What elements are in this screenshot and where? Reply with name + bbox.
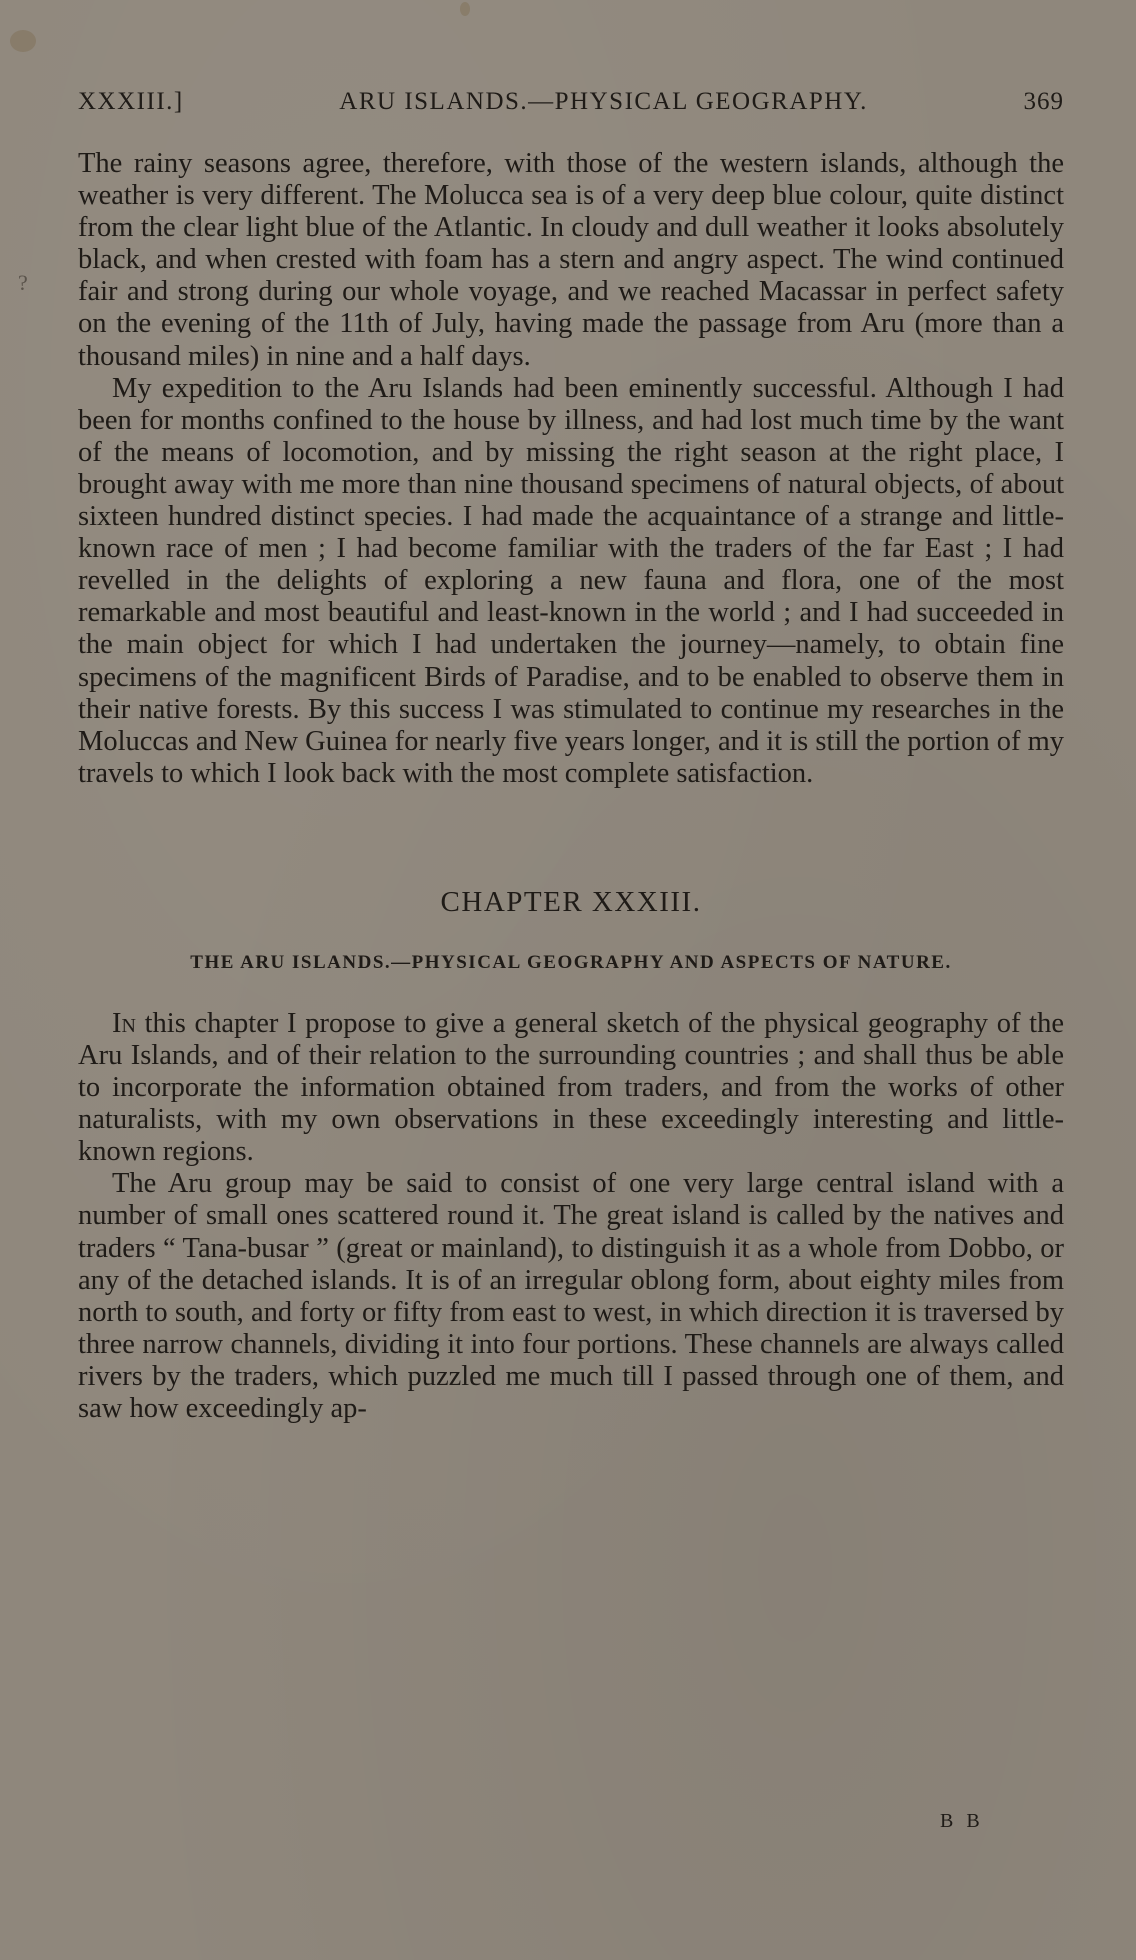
header-section-number: XXXIII.] [78,88,184,115]
printer-signature-mark: B B [940,1810,984,1832]
chapter-subheading: THE ARU ISLANDS.—PHYSICAL GEOGRAPHY AND ASPECTS OF NATURE. [190,951,952,973]
paragraph: The rainy seasons agree, therefore, with those of the western islands, although the weather is very different. The Molucca sea is of a very deep blue colour, quite distinct from the clear light blue of the Atlantic. In cloudy and dull weather it looks absolutely black, and when crested with foam has a stern and angry aspect. The wind continued fair and strong during our whole voyage, and we reached Macassar in perfect safety on the evening of the 11th of July, having made the passage from Aru (more than a thousand miles) in nine and a half days. [78,148,1064,372]
paper-stain [10,30,36,52]
paragraph-text: this chapter I propose to give a general sketch of the physical geography of the Aru Islands, and of their relation to the surrounding countries ; and shall thus be able to incorporate the information obtained from traders, and from the works of other naturalists, with my own observations in these exceedingly interesting and little-known regions. [78,1007,1064,1168]
paragraph: My expedition to the Aru Islands had been eminently successful. Although I had been for months confined to the house by illness, and had lost much time by the want of the means of locomotion, and by missing the right season at the right place, I brought away with me more than nine thousand specimens of natural objects, of about sixteen hundred distinct species. I had made the acquaintance of a strange and little-known race of men ; I had become familiar with the traders of the far East ; I had revelled in the delights of exploring a new fauna and flora, one of the most remarkable and most beautiful and least-known in the world ; and I had succeeded in the main object for which I had undertaken the journey—namely, to obtain fine specimens of the magnificent Birds of Paradise, and to be enabled to observe them in their native forests. By this success I was stimulated to continue my researches in the Moluccas and New Guinea for nearly five years longer, and it is still the portion of my travels to which I look back with the most complete satisfaction. [78,372,1064,789]
book-page [78,88,1064,1425]
margin-annotation: ? [18,270,28,295]
paragraph [78,1008,1064,1168]
paper-stain [460,2,470,16]
chapter-end-text [78,148,1064,790]
chapter-start-text [78,1008,1064,1425]
paragraph: The Aru group may be said to consist of one very large central island with a number of small ones scattered round it. The great island is called by the natives and traders “ Tana-busar ” (great or mainland), to distinguish it as a whole from Dobbo, or any of the detached islands. It is of an irregular oblong form, about eighty miles from north to south, and forty or fifty from east to west, in which direction it is traversed by three narrow channels, dividing it into four portions. These channels are always called rivers by the traders, which puzzled me much till I passed through one of them, and saw how exceedingly ap- [78,1168,1064,1424]
header-title: ARU ISLANDS.—PHYSICAL GEOGRAPHY. [339,88,868,115]
page-number: 369 [1023,88,1064,115]
chapter-heading: CHAPTER XXXIII. [440,885,702,918]
opening-word: In [112,1007,136,1039]
running-header [78,88,1064,128]
